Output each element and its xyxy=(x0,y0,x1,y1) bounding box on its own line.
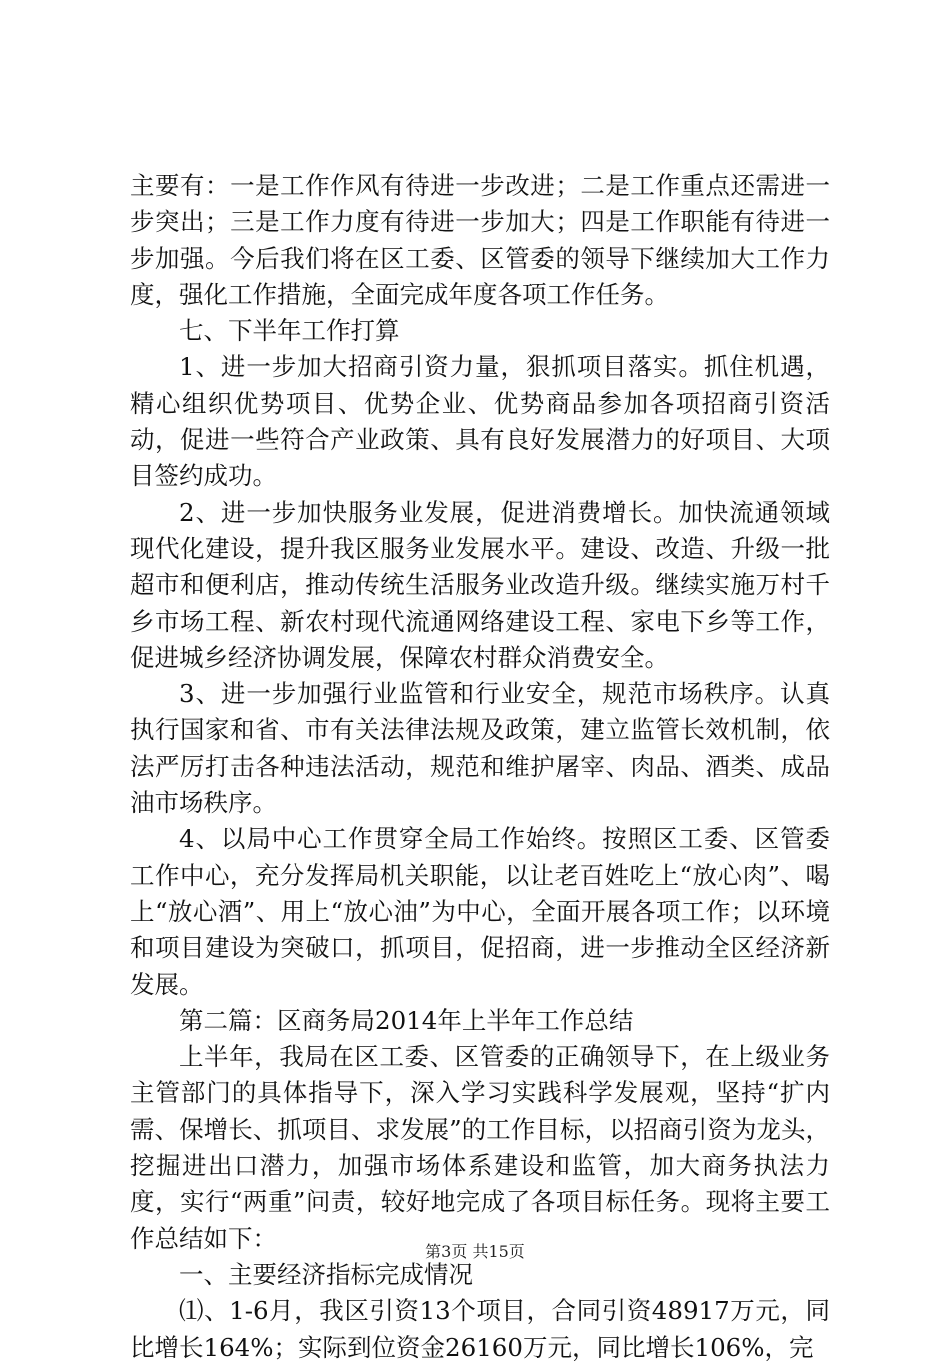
paragraph-indicator-1: ⑴、1-6月，我区引资13个项目，合同引资48917万元，同比增长164%；实际到位资金26160万元，同比增长106%，完 xyxy=(130,1296,830,1362)
paragraph-plan-4: 4、以局中心工作贯穿全局工作始终。按照区工委、区管委工作中心，充分发挥局机关职能，以让老百姓吃上“放心肉”、喝上“放心酒”、用上“放心油”为中心，全面开展各项工作；以环境和项目建设为突破口，抓项目，促招商，进一步推动全区经济新发展。 xyxy=(130,824,830,999)
chapter-title-2: 第二篇：区商务局2014年上半年工作总结 xyxy=(179,1005,634,1035)
section-heading-1: 一、主要经济指标完成情况 xyxy=(179,1259,473,1289)
paragraph-plan-2: 2、进一步加快服务业发展，促进消费增长。加快流通领域现代化建设，提升我区服务业发展水平。建设、改造、升级一批超市和便利店，推动传统生活服务业改造升级。继续实施万村千乡市场工程、新农村现代流通网络建设工程、家电下乡等工作，促进城乡经济协调发展，保障农村群众消费安全。 xyxy=(130,497,830,672)
page-footer: 第3页 共15页 xyxy=(425,1242,525,1261)
section-heading-7: 七、下半年工作打算 xyxy=(179,316,400,346)
paragraph-intro: 上半年，我局在区工委、区管委的正确领导下，在上级业务主管部门的具体指导下，深入学习实践科学发展观，坚持“扩内需、保增长、抓项目、求发展”的工作目标，以招商引资为龙头，挖掘进出口潜力，加强市场体系建设和监管，加大商务执法力度，实行“两重”问责，较好地完成了各项目标任务。现将主要工作总结如下： xyxy=(130,1042,830,1253)
paragraph-plan-3: 3、进一步加强行业监管和行业安全，规范市场秩序。认真执行国家和省、市有关法律法规及政策，建立监管长效机制，依法严厉打击各种违法活动，规范和维护屠宰、肉品、酒类、成品油市场秩序。 xyxy=(130,679,830,818)
paragraph-plan-1: 1、进一步加大招商引资力量，狠抓项目落实。抓住机遇，精心组织优势项目、优势企业、优势商品参加各项招商引资活动，促进一些符合产业政策、具有良好发展潜力的好项目、大项目签约成功。 xyxy=(130,352,830,491)
paragraph-1: 主要有：一是工作作风有待进一步改进；二是工作重点还需进一步突出；三是工作力度有待进一步加大；四是工作职能有待进一步加强。今后我们将在区工委、区管委的领导下继续加大工作力度，强化工作措施，全面完成年度各项工作任务。 xyxy=(130,171,830,309)
document-body xyxy=(130,168,830,1366)
